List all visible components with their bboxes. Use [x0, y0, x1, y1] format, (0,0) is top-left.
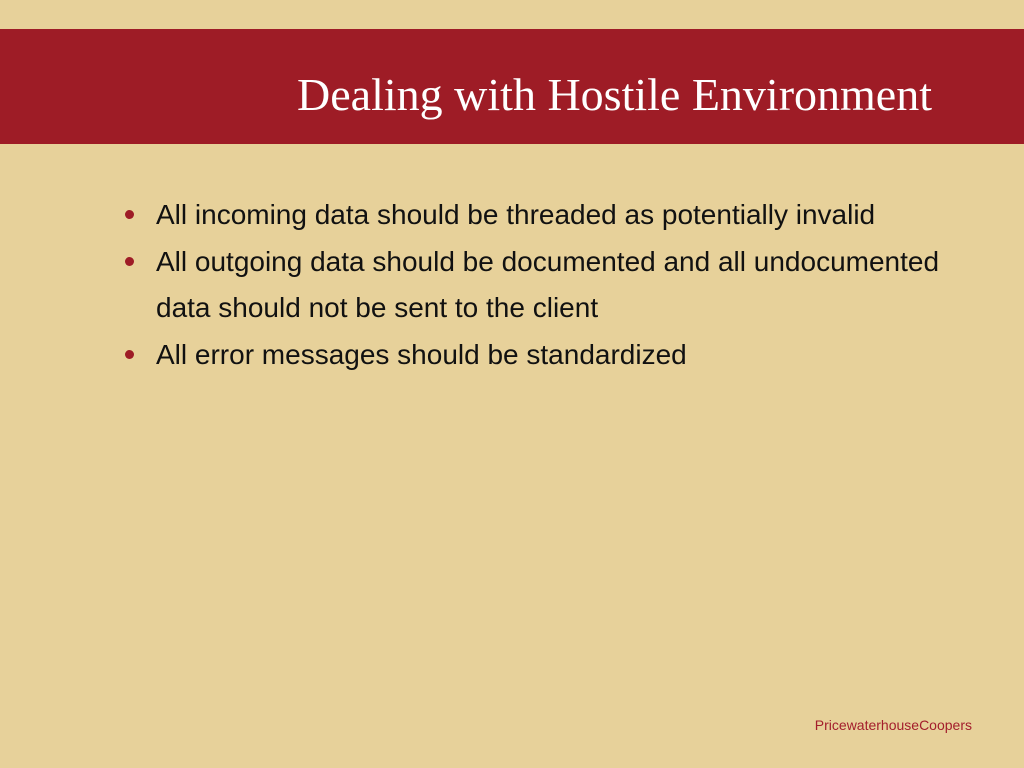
bullet-item — [124, 332, 954, 378]
company-footer: PricewaterhouseCoopers — [814, 717, 972, 733]
bullet-icon — [125, 257, 134, 266]
slide-title: Dealing with Hostile Environment — [297, 69, 932, 120]
bullet-icon — [125, 210, 134, 219]
bullet-text: All error messages should be standardized — [156, 339, 687, 370]
bullet-icon — [125, 350, 134, 359]
bullet-text: All incoming data should be threaded as potentially invalid — [156, 199, 876, 230]
bullet-list — [124, 192, 954, 379]
bullet-text: All outgoing data should be documented and all undocumented data should not be sent to the client — [156, 246, 940, 323]
bullet-item — [124, 239, 954, 331]
bullet-item — [124, 192, 954, 238]
